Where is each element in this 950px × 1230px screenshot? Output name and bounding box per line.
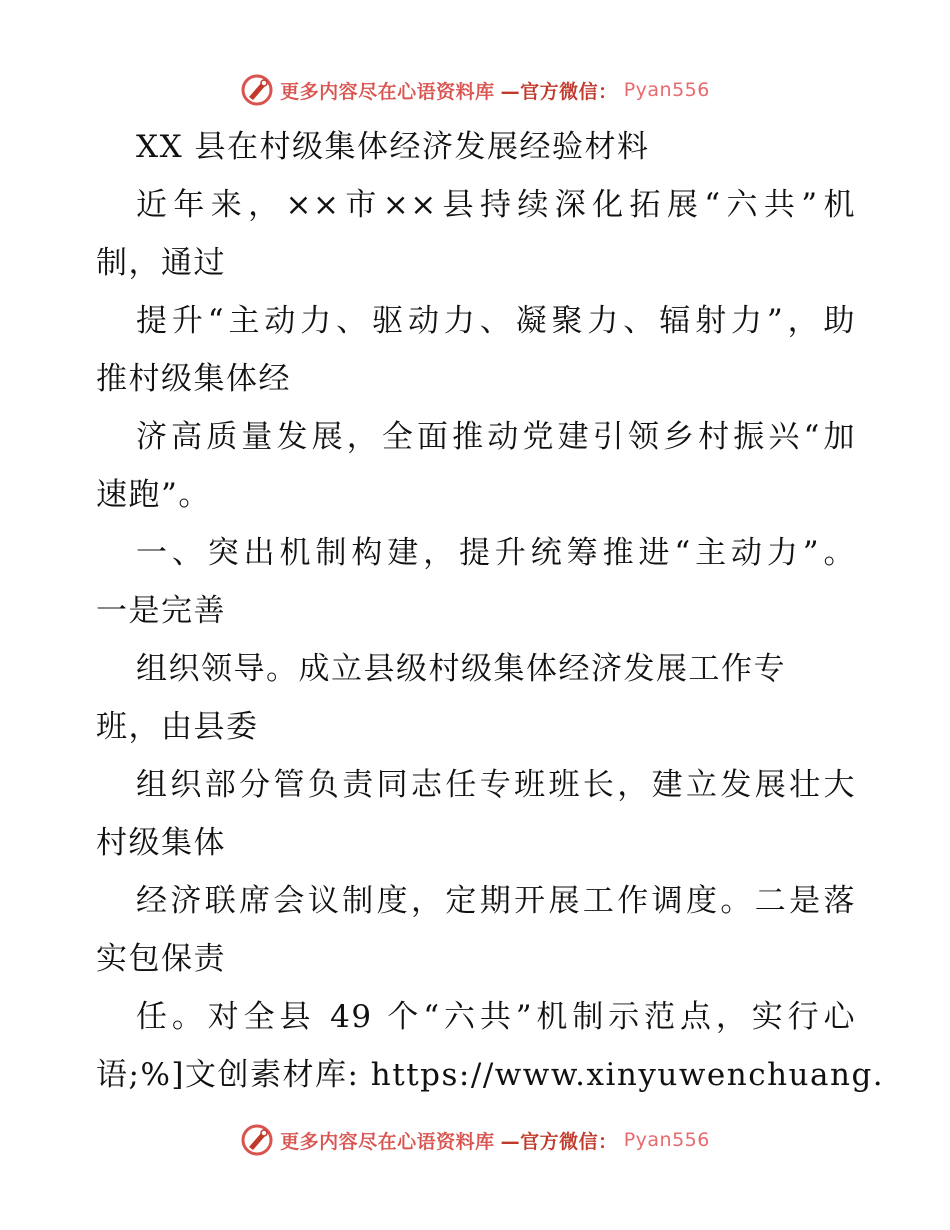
header-watermark: [0, 70, 950, 110]
text-line: 班，由县委: [96, 709, 259, 745]
text-line: 济高质量发展，全面推动党建引领乡村振兴“加: [136, 419, 856, 455]
document-title: XX 县在村级集体经济发展经验材料: [136, 129, 650, 165]
text-line: 推村级集体经: [96, 361, 291, 397]
banner-text-main: 更多内容尽在心语资料库: [280, 80, 495, 103]
text-line-url: 语;%]文创素材库: https://www.xinyuwenchuang.: [96, 1057, 885, 1093]
banner-text-id: Pyan556: [623, 1129, 710, 1151]
text-line: 组织部分管负责同志任专班班长，建立发展壮大: [136, 767, 856, 803]
logo-icon: [240, 1123, 274, 1157]
text-line: 制，通过: [96, 245, 226, 281]
text-line: 一是完善: [96, 593, 226, 629]
text-line: 任。对全县 49 个“六共”机制示范点，实行心: [136, 999, 856, 1035]
banner-text-id: Pyan556: [623, 79, 710, 101]
banner-text-main: 更多内容尽在心语资料库: [280, 1130, 495, 1153]
text-line: 提升“主动力、驱动力、凝聚力、辐射力”，助: [136, 303, 856, 339]
logo-icon: [240, 73, 274, 107]
text-line: 一、突出机制构建，提升统筹推进“主动力”。: [136, 535, 856, 571]
text-line: 村级集体: [96, 825, 226, 861]
text-line: 速跑”。: [96, 477, 211, 513]
text-line: 实包保责: [96, 941, 226, 977]
text-line: 组织领导。成立县级村级集体经济发展工作专: [136, 651, 786, 687]
footer-watermark: [0, 1120, 950, 1160]
text-line: 经济联席会议制度，定期开展工作调度。二是落: [136, 883, 856, 919]
document-body: [96, 118, 885, 1104]
banner-text-wechat: —官方微信：: [500, 1130, 618, 1153]
banner-text-wechat: —官方微信：: [500, 80, 618, 103]
text-line: 近年来，××市××县持续深化拓展“六共”机: [136, 187, 856, 223]
